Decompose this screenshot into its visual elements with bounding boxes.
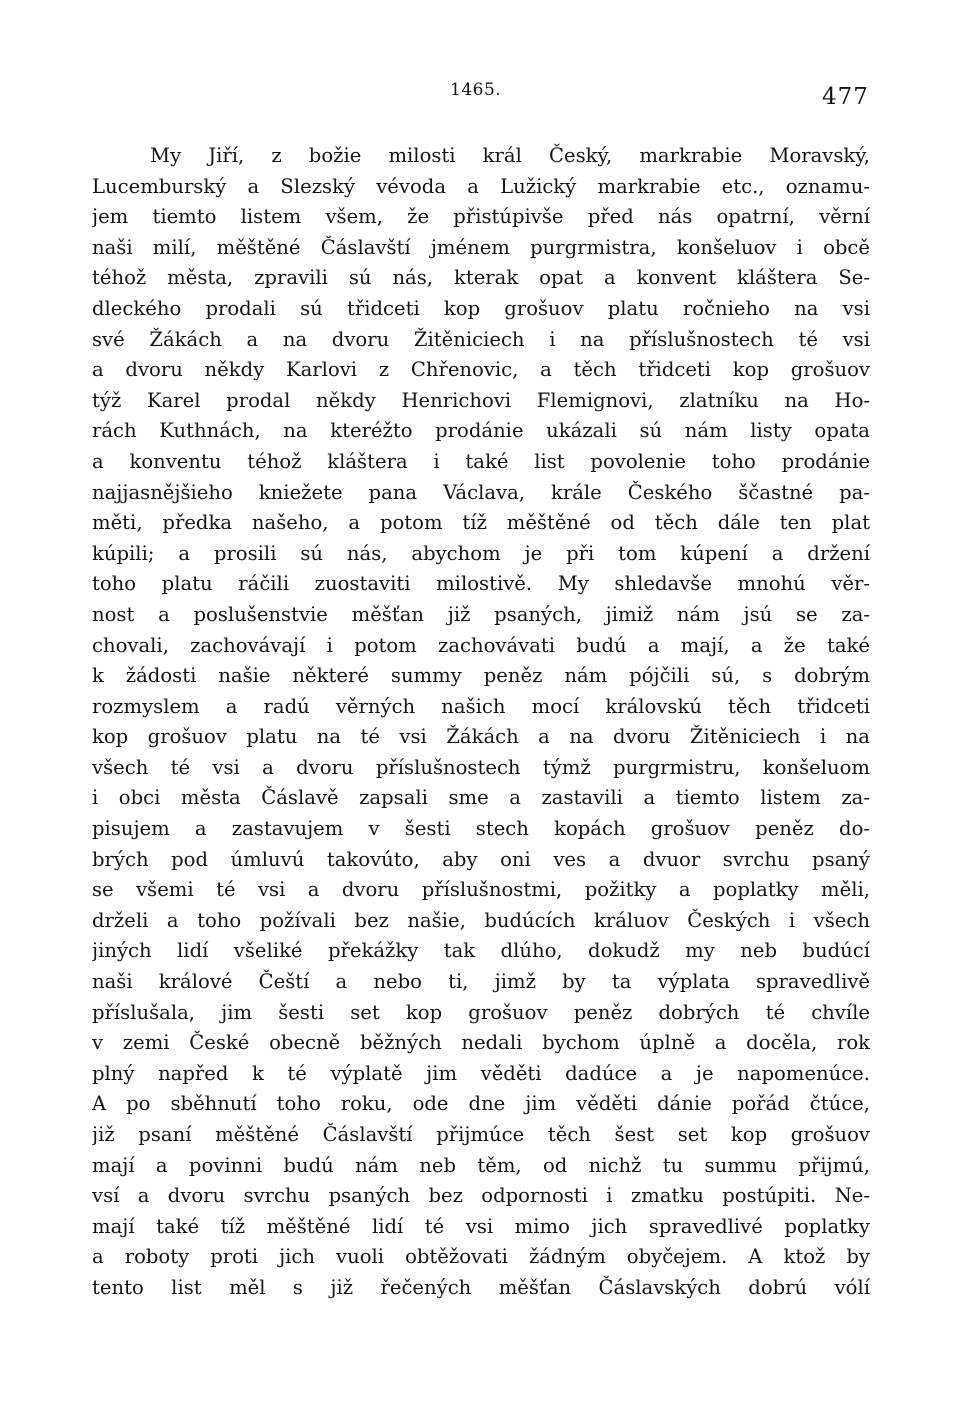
text-line: týž Karel prodal někdy Henrichovi Flemignovi, zlatníku na Ho- bbox=[92, 388, 870, 412]
text-line: a roboty proti jich vuoli obtěžovati žádným obyčejem. A ktož by bbox=[92, 1245, 870, 1269]
text-line: kop grošuov platu na té vsi Žákách a na dvoru Žitěniciech i na bbox=[92, 725, 870, 749]
text-line: a konventu téhož kláštera i také list povolenie toho prodánie bbox=[92, 449, 870, 473]
text-line: toho platu ráčili zuostaviti milostivě. My shledavše mnohú věr- bbox=[92, 572, 870, 596]
text-line: drželi a toho požívali bez našie, budúcích králuov Českých i všech bbox=[92, 908, 870, 932]
text-line: A po sběhnutí toho roku, ode dne jim věděti dánie pořád čtúce, bbox=[92, 1092, 870, 1116]
text-line: naši milí, měštěné Čáslavští jménem purgrmistra, konšeluov i obcě bbox=[92, 235, 870, 259]
text-line: tento list měl s již řečených měšťan Čáslavských dobrú vólí bbox=[92, 1275, 870, 1299]
text-line: se všemi té vsi a dvoru příslušnostmi, požitky a poplatky měli, bbox=[92, 878, 870, 902]
text-line: v zemi České obecně běžných nedali bychom úplně a docěla, rok bbox=[92, 1031, 870, 1055]
text-line: rách Kuthnách, na kteréžto prodánie ukázali sú nám listy opata bbox=[92, 419, 870, 443]
text-line: brých pod úmluvú takovúto, aby oni ves a dvuor svrchu psaný bbox=[92, 847, 870, 871]
text-line: najjasnějšieho kniežete pana Václava, krále Českého ščastné pa- bbox=[92, 480, 870, 504]
text-line: a dvoru někdy Karlovi z Chřenovic, a těch třidceti kop grošuov bbox=[92, 358, 870, 382]
text-line: mají a povinni budú nám neb těm, od nichž tu summu přijmú, bbox=[92, 1153, 870, 1177]
text-line: již psaní měštěné Čáslavští přijmúce těch šest set kop grošuov bbox=[92, 1123, 870, 1146]
text-line: dleckého prodali sú třidceti kop grošuov platu ročnieho na vsi bbox=[92, 296, 870, 320]
text-line: pisujem a zastavujem v šesti stech kopách grošuov peněz do- bbox=[92, 817, 870, 841]
body-text bbox=[92, 141, 870, 1304]
text-line: příslušala, jim šesti set kop grošuov peněz dobrých té chvíle bbox=[92, 1000, 870, 1024]
text-line: plný napřed k té výplatě jim věděti dadúce a je napomenúce. bbox=[92, 1061, 870, 1085]
text-line: mají také tíž měštěné lidí té vsi mimo jich spravedlivé poplatky bbox=[92, 1214, 870, 1238]
text-line: rozmyslem a radú věrných našich mocí královskú těch třidceti bbox=[92, 694, 870, 718]
text-line: k žádosti našie některé summy peněz nám pójčili sú, s dobrým bbox=[92, 664, 870, 688]
page-number: 477 bbox=[822, 84, 869, 110]
text-line: měti, předka našeho, a potom tíž měštěné od těch dále ten plat bbox=[92, 511, 870, 535]
text-line: jem tiemto listem všem, že přistúpivše před nás opatrní, věrní bbox=[92, 205, 870, 229]
text-line: naši králové Čeští a nebo ti, jimž by ta výplata spravedlivě bbox=[92, 970, 870, 994]
page-year: 1465. bbox=[450, 80, 502, 100]
text-line: Lucemburský a Slezský vévoda a Lužický markrabie etc., oznamu- bbox=[92, 174, 870, 198]
text-line: My Jiří, z božie milosti král Český, markrabie Moravský, bbox=[150, 144, 870, 167]
text-line: téhož města, zpravili sú nás, kterak opat a konvent kláštera Se- bbox=[92, 266, 870, 290]
text-line: své Žákách a na dvoru Žitěniciech i na příslušnostech té vsi bbox=[92, 327, 870, 351]
text-line: i obci města Čáslavě zapsali sme a zastavili a tiemto listem za- bbox=[92, 786, 870, 810]
text-line: jiných lidí všeliké překážky tak dlúho, dokudž my neb budúcí bbox=[92, 939, 870, 963]
text-line: nost a poslušenstvie měšťan již psaných, jimiž nám jsú se za- bbox=[92, 602, 870, 626]
text-line: chovali, zachovávají i potom zachovávati budú a mají, a že také bbox=[92, 633, 870, 657]
text-line: kúpili; a prosili sú nás, abychom je při tom kúpení a držení bbox=[92, 541, 870, 565]
text-line: vsí a dvoru svrchu psaných bez odpornosti i zmatku postúpiti. Ne- bbox=[92, 1184, 870, 1208]
text-line: všech té vsi a dvoru příslušnostech týmž purgrmistru, konšeluom bbox=[92, 755, 870, 779]
